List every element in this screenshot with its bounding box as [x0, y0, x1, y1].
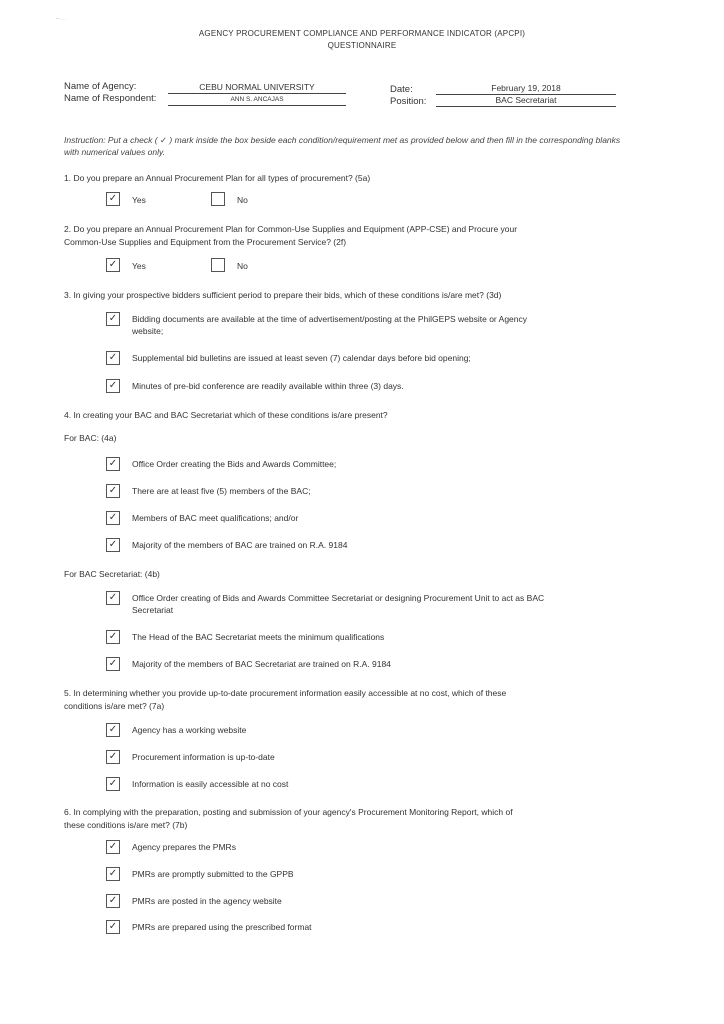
q6-option-2[interactable]	[106, 868, 556, 881]
q6-option-3-label: PMRs are posted in the agency website	[132, 896, 282, 906]
question-3: 3. In giving your prospective bidders sufficient period to prepare their bids, which of these conditions is/are met? (3d)	[64, 290, 502, 300]
q2-yes-checkbox[interactable]: ✓	[106, 258, 120, 272]
q5-option-2[interactable]	[106, 751, 556, 764]
agency-field[interactable]: CEBU NORMAL UNIVERSITY	[168, 82, 346, 94]
q5-option-1[interactable]	[106, 724, 556, 737]
corner-mark: -- . .	[56, 16, 67, 22]
q4-sec-option-2-label: The Head of the BAC Secretariat meets the minimum qualifications	[132, 632, 385, 642]
q4-bac-option-1[interactable]	[106, 458, 556, 471]
q4-bac-option-4-checkbox[interactable]: ✓	[106, 538, 120, 552]
q3-option-2[interactable]	[106, 352, 556, 365]
q4-bac-option-1-label: Office Order creating the Bids and Awards Committee;	[132, 459, 337, 469]
q5-option-2-checkbox[interactable]: ✓	[106, 750, 120, 764]
date-label: Date:	[390, 84, 413, 95]
q3-option-1[interactable]	[106, 313, 556, 337]
position-label: Position:	[390, 96, 427, 107]
q4-sec-option-1[interactable]	[106, 592, 556, 616]
q3-option-3-label: Minutes of pre-bid conference are readily available within three (3) days.	[132, 381, 404, 391]
q4-sec-option-3[interactable]	[106, 658, 556, 671]
q4-sec-option-1-label: Office Order creating of Bids and Awards Committee Secretariat or designing Procurement Unit to act as BAC Secretariat	[132, 593, 545, 615]
q4-sec-option-2[interactable]	[106, 631, 556, 644]
q4-sec-option-1-checkbox[interactable]: ✓	[106, 591, 120, 605]
bac-secretariat-section-label: For BAC Secretariat: (4b)	[64, 569, 160, 579]
q1-yes-checkbox[interactable]: ✓	[106, 192, 120, 206]
title-line-1: AGENCY PROCUREMENT COMPLIANCE AND PERFORMANCE INDICATOR (APCPI)	[198, 29, 526, 38]
q3-option-1-label: Bidding documents are available at the time of advertisement/posting at the PhilGEPS website or Agency website;	[132, 314, 528, 336]
respondent-label: Name of Respondent:	[64, 93, 157, 104]
q3-option-1-checkbox[interactable]: ✓	[106, 312, 120, 326]
q2-yes-option[interactable]	[106, 259, 146, 272]
q2-yes-label: Yes	[132, 260, 146, 271]
q4-bac-option-2[interactable]	[106, 485, 556, 498]
question-5: 5. In determining whether you provide up-to-date procurement information easily accessible at no cost, which of these conditions is/are met? (7a)	[64, 688, 507, 711]
q4-bac-option-2-label: There are at least five (5) members of the BAC;	[132, 486, 311, 496]
respondent-field[interactable]: ANN S. ANCAJAS	[168, 94, 346, 106]
q3-option-3-checkbox[interactable]: ✓	[106, 379, 120, 393]
q4-sec-option-3-checkbox[interactable]: ✓	[106, 657, 120, 671]
q1-yes-label: Yes	[132, 194, 146, 205]
q2-no-checkbox[interactable]	[211, 258, 225, 272]
q6-option-4-checkbox[interactable]: ✓	[106, 920, 120, 934]
q2-no-label: No	[237, 260, 248, 271]
q4-bac-option-3[interactable]	[106, 512, 556, 525]
q1-no-checkbox[interactable]	[211, 192, 225, 206]
agency-label: Name of Agency:	[64, 81, 137, 92]
q2-no-option[interactable]	[211, 259, 248, 272]
q4-bac-option-2-checkbox[interactable]: ✓	[106, 484, 120, 498]
q4-bac-option-4[interactable]	[106, 539, 556, 552]
question-6: 6. In complying with the preparation, posting and submission of your agency's Procurement Monitoring Report, which of these conditions is/are met? (7b)	[64, 807, 513, 830]
date-field[interactable]: February 19, 2018	[436, 83, 616, 95]
q6-option-1-checkbox[interactable]: ✓	[106, 840, 120, 854]
q4-bac-option-3-checkbox[interactable]: ✓	[106, 511, 120, 525]
q1-yes-option[interactable]	[106, 193, 146, 206]
instruction-text: Instruction: Put a check ( ✓ ) mark inside the box beside each condition/requirement met as provided below and then fill in the corresponding blanks with numerical values only.	[64, 135, 621, 157]
q5-option-1-checkbox[interactable]: ✓	[106, 723, 120, 737]
question-2: 2. Do you prepare an Annual Procurement Plan for Common-Use Supplies and Equipment (APP-CSE) and Procure your Common-Use Supplies and Equipment from the Procurement Service? (2f)	[64, 224, 518, 247]
q6-option-2-checkbox[interactable]: ✓	[106, 867, 120, 881]
document-title	[0, 28, 724, 52]
q1-no-option[interactable]	[211, 193, 248, 206]
q5-option-3[interactable]	[106, 778, 556, 791]
q4-bac-option-4-label: Majority of the members of BAC are trained on R.A. 9184	[132, 540, 348, 550]
q5-option-2-label: Procurement information is up-to-date	[132, 752, 275, 762]
q3-option-2-label: Supplemental bid bulletins are issued at least seven (7) calendar days before bid opening;	[132, 353, 471, 363]
title-line-2: QUESTIONNAIRE	[327, 41, 397, 50]
q3-option-2-checkbox[interactable]: ✓	[106, 351, 120, 365]
q6-option-1[interactable]	[106, 841, 556, 854]
q3-option-3[interactable]	[106, 380, 556, 393]
position-field[interactable]: BAC Secretariat	[436, 95, 616, 107]
q5-option-3-checkbox[interactable]: ✓	[106, 777, 120, 791]
q6-option-3-checkbox[interactable]: ✓	[106, 894, 120, 908]
question-4: 4. In creating your BAC and BAC Secretariat which of these conditions is/are present?	[64, 410, 388, 420]
q6-option-3[interactable]	[106, 895, 556, 908]
q4-sec-option-3-label: Majority of the members of BAC Secretariat are trained on R.A. 9184	[132, 659, 391, 669]
question-1: 1. Do you prepare an Annual Procurement Plan for all types of procurement? (5a)	[64, 173, 371, 183]
q6-option-2-label: PMRs are promptly submitted to the GPPB	[132, 869, 294, 879]
q4-bac-option-3-label: Members of BAC meet qualifications; and/or	[132, 513, 299, 523]
q6-option-4-label: PMRs are prepared using the prescribed format	[132, 922, 312, 932]
q1-no-label: No	[237, 194, 248, 205]
bac-section-label: For BAC: (4a)	[64, 433, 117, 443]
q5-option-1-label: Agency has a working website	[132, 725, 247, 735]
q6-option-1-label: Agency prepares the PMRs	[132, 842, 236, 852]
q5-option-3-label: Information is easily accessible at no cost	[132, 779, 289, 789]
q6-option-4[interactable]	[106, 921, 556, 934]
q4-bac-option-1-checkbox[interactable]: ✓	[106, 457, 120, 471]
q4-sec-option-2-checkbox[interactable]: ✓	[106, 630, 120, 644]
